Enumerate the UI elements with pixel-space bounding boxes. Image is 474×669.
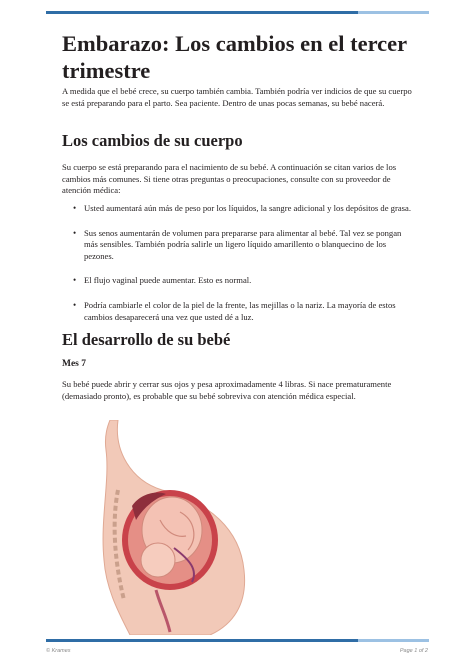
list-item: • Podría cambiarle el color de la piel de la frente, las mejillas o la nariz. La mayoría de estos cambios desaparecerá una vez que usted dé a luz. [62,300,417,323]
section-heading-body-changes: Los cambios de su cuerpo [62,131,243,150]
list-item: • Usted aumentará aún más de peso por los líquidos, la sangre adicional y los depósitos de grasa. [62,203,417,215]
list-item: • Sus senos aumentarán de volumen para prepararse para alimentar al bebé. Tal vez se pongan más sensibles. También podría salirle un ligero líquido amarillento o blanquecino de los pezones. [62,228,417,263]
intro-paragraph: A medida que el bebé crece, su cuerpo también cambia. También podría ver indicios de que su cuerpo se está preparando para el parto. Sea paciente. Dentro de unas pocas semanas, su bebé nacerá. [62,86,412,108]
list-item: • El flujo vaginal puede aumentar. Esto es normal. [62,275,417,287]
baby-development-paragraph: Su bebé puede abrir y cerrar sus ojos y pesa aproximadamente 4 libras. Si nace prematuramente (demasiado pronto), es probable que su bebé sobreviva con atención médica especial. [62,379,392,401]
month-subheading: Mes 7 [62,359,87,369]
page-title: Embarazo: Los cambios en el tercer trimestre [62,31,407,83]
header-rule [46,11,429,14]
section-heading-baby-development: El desarrollo de su bebé [62,330,231,349]
header-rule-secondary [358,11,429,14]
footer-rule-secondary [358,639,429,642]
page-number: Page 1 of 2 [399,648,428,654]
pregnancy-illustration [100,420,252,635]
footer-rule-primary [46,639,358,642]
header-rule-primary [46,11,358,14]
footer-rule [46,639,429,642]
body-changes-paragraph: Su cuerpo se está preparando para el nacimiento de su bebé. A continuación se citan varios de los cambios más comunes. Si tiene otras preguntas o preocupaciones, consulte con su proveedor de atención médica: [62,162,397,196]
copyright-text: © Krames [46,648,71,654]
body-changes-list [62,203,417,336]
